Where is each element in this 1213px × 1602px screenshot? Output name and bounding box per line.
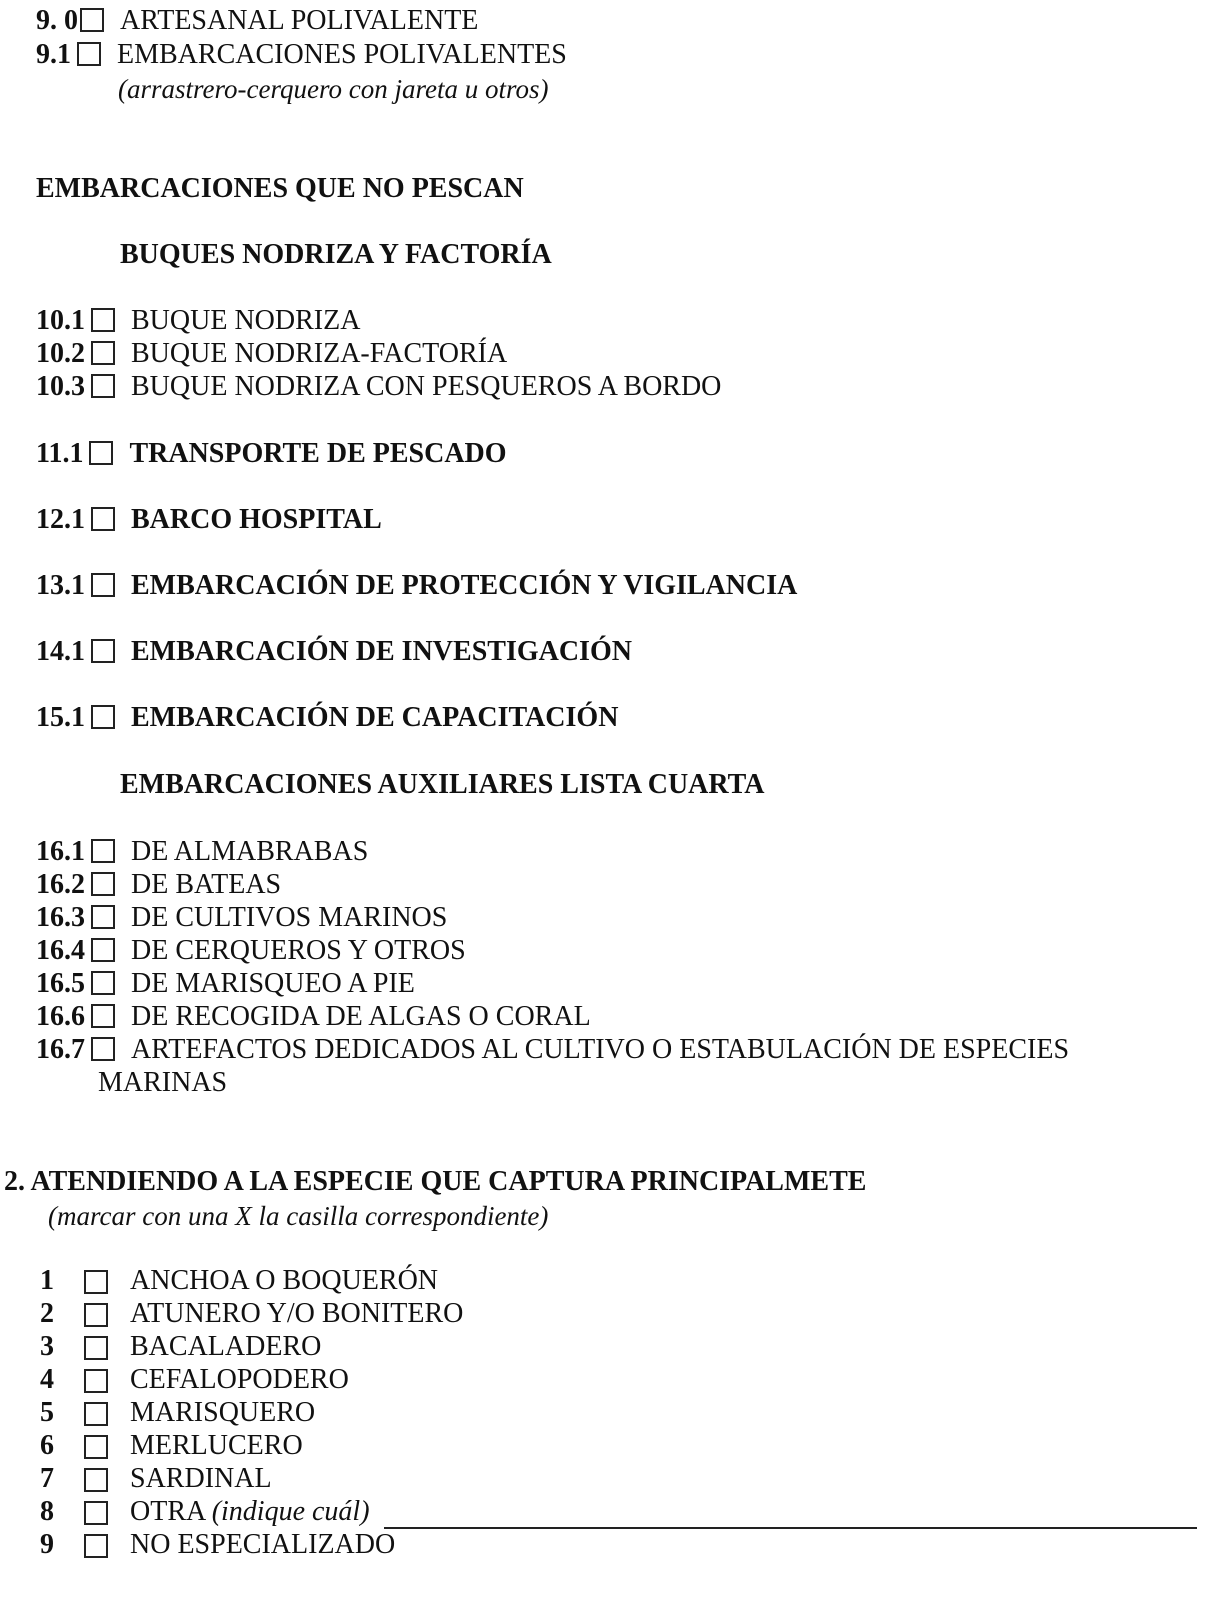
checkbox[interactable]	[91, 971, 115, 995]
checkbox[interactable]	[91, 839, 115, 863]
subsection-heading: EMBARCACIONES AUXILIARES LISTA CUARTA	[120, 769, 765, 800]
checkbox[interactable]	[91, 938, 115, 962]
option-11-1	[36, 437, 507, 471]
checkbox[interactable]	[91, 573, 115, 597]
option-label: BUQUE NODRIZA CON PESQUEROS A BORDO	[131, 371, 722, 402]
species-number: 4	[40, 1364, 54, 1395]
option-label: ARTEFACTOS DEDICADOS AL CULTIVO O ESTABULACIÓN DE ESPECIES	[131, 1034, 1070, 1065]
option-label: DE CERQUEROS Y OTROS	[131, 935, 466, 966]
option-16-3	[36, 901, 447, 935]
species-label: SARDINAL	[130, 1463, 272, 1494]
checkbox[interactable]	[91, 341, 115, 365]
species-number: 5	[40, 1397, 54, 1428]
option-16-5	[36, 967, 415, 1001]
option-number: 16.4	[36, 935, 85, 966]
checkbox[interactable]	[91, 1037, 115, 1061]
option-label: DE MARISQUEO A PIE	[131, 968, 415, 999]
option-9-0	[36, 4, 478, 38]
option-label: EMBARCACIÓN DE CAPACITACIÓN	[131, 702, 619, 733]
option-15-1	[36, 701, 618, 735]
checkbox[interactable]	[84, 1303, 108, 1327]
option-16-6	[36, 1000, 591, 1034]
species-number: 6	[40, 1430, 54, 1461]
checkbox[interactable]	[91, 639, 115, 663]
checkbox[interactable]	[84, 1402, 108, 1426]
other-specify-blank[interactable]	[384, 1527, 1197, 1529]
option-label: TRANSPORTE DE PESCADO	[129, 438, 507, 469]
option-16-7-continuation: MARINAS	[98, 1067, 228, 1098]
option-number: 16.3	[36, 902, 85, 933]
checkbox[interactable]	[91, 1004, 115, 1028]
checkbox[interactable]	[80, 8, 104, 32]
option-number: 16.1	[36, 836, 85, 867]
checkbox[interactable]	[84, 1336, 108, 1360]
species-label: CEFALOPODERO	[130, 1364, 349, 1395]
option-13-1	[36, 569, 797, 603]
option-number: 10.3	[36, 371, 85, 402]
option-number: 15.1	[36, 702, 85, 733]
option-label: DE ALMABRABAS	[131, 836, 369, 867]
option-16-1	[36, 835, 368, 869]
checkbox[interactable]	[91, 705, 115, 729]
option-number: 9. 0	[36, 5, 78, 36]
option-number: 12.1	[36, 504, 85, 535]
option-16-7	[36, 1033, 1069, 1067]
species-number: 8	[40, 1496, 54, 1527]
checkbox[interactable]	[77, 42, 101, 66]
checkbox[interactable]	[84, 1468, 108, 1492]
checkbox[interactable]	[91, 905, 115, 929]
option-9-1	[36, 38, 567, 72]
species-number: 1	[40, 1265, 54, 1296]
checkbox[interactable]	[84, 1435, 108, 1459]
option-label: DE RECOGIDA DE ALGAS O CORAL	[131, 1001, 591, 1032]
option-number: 11.1	[36, 438, 84, 469]
checkbox[interactable]	[91, 374, 115, 398]
option-label: EMBARCACIÓN DE INVESTIGACIÓN	[131, 636, 632, 667]
option-number: 10.1	[36, 305, 85, 336]
species-number: 2	[40, 1298, 54, 1329]
option-12-1	[36, 503, 382, 537]
option-10-3	[36, 370, 721, 404]
checkbox[interactable]	[91, 308, 115, 332]
option-10-1	[36, 304, 360, 338]
checkbox[interactable]	[84, 1369, 108, 1393]
option-14-1	[36, 635, 632, 669]
option-label: BARCO HOSPITAL	[131, 504, 382, 535]
species-number: 9	[40, 1529, 54, 1560]
option-10-2	[36, 337, 507, 371]
checkbox[interactable]	[91, 507, 115, 531]
option-number: 16.2	[36, 869, 85, 900]
subsection-heading: BUQUES NODRIZA Y FACTORÍA	[120, 239, 552, 270]
species-label: ANCHOA O BOQUERÓN	[130, 1265, 439, 1296]
species-number: 7	[40, 1463, 54, 1494]
option-label: BUQUE NODRIZA	[131, 305, 361, 336]
species-label: ATUNERO Y/O BONITERO	[130, 1298, 464, 1329]
section-2-note: (marcar con una X la casilla correspondiente)	[48, 1201, 549, 1231]
option-label: EMBARCACIONES POLIVALENTES	[117, 39, 567, 70]
option-number: 16.5	[36, 968, 85, 999]
option-label: EMBARCACIÓN DE PROTECCIÓN Y VIGILANCIA	[131, 570, 798, 601]
option-number: 10.2	[36, 338, 85, 369]
section-heading: EMBARCACIONES QUE NO PESCAN	[36, 173, 524, 204]
checkbox[interactable]	[84, 1501, 108, 1525]
option-note: (arrastrero-cerquero con jareta u otros)	[118, 74, 549, 104]
species-other-note: (indique cuál)	[211, 1496, 370, 1527]
option-number: 16.7	[36, 1034, 85, 1065]
checkbox[interactable]	[91, 872, 115, 896]
option-16-4	[36, 934, 466, 968]
species-label: BACALADERO	[130, 1331, 322, 1362]
option-label: DE BATEAS	[131, 869, 282, 900]
section-2-heading: 2. ATENDIENDO A LA ESPECIE QUE CAPTURA PRINCIPALMETE	[4, 1166, 867, 1197]
option-number: 16.6	[36, 1001, 85, 1032]
option-number: 14.1	[36, 636, 85, 667]
species-label: OTRA	[130, 1496, 205, 1527]
option-number: 13.1	[36, 570, 85, 601]
checkbox[interactable]	[84, 1534, 108, 1558]
species-label-other	[130, 1495, 370, 1529]
option-label: ARTESANAL POLIVALENTE	[120, 5, 479, 36]
option-16-2	[36, 868, 281, 902]
species-number: 3	[40, 1331, 54, 1362]
species-label: MARISQUERO	[130, 1397, 316, 1428]
checkbox[interactable]	[89, 441, 113, 465]
checkbox[interactable]	[84, 1270, 108, 1294]
option-label: BUQUE NODRIZA-FACTORÍA	[131, 338, 508, 369]
species-label: NO ESPECIALIZADO	[130, 1529, 396, 1560]
option-number: 9.1	[36, 39, 71, 70]
option-label: DE CULTIVOS MARINOS	[131, 902, 448, 933]
species-label: MERLUCERO	[130, 1430, 303, 1461]
